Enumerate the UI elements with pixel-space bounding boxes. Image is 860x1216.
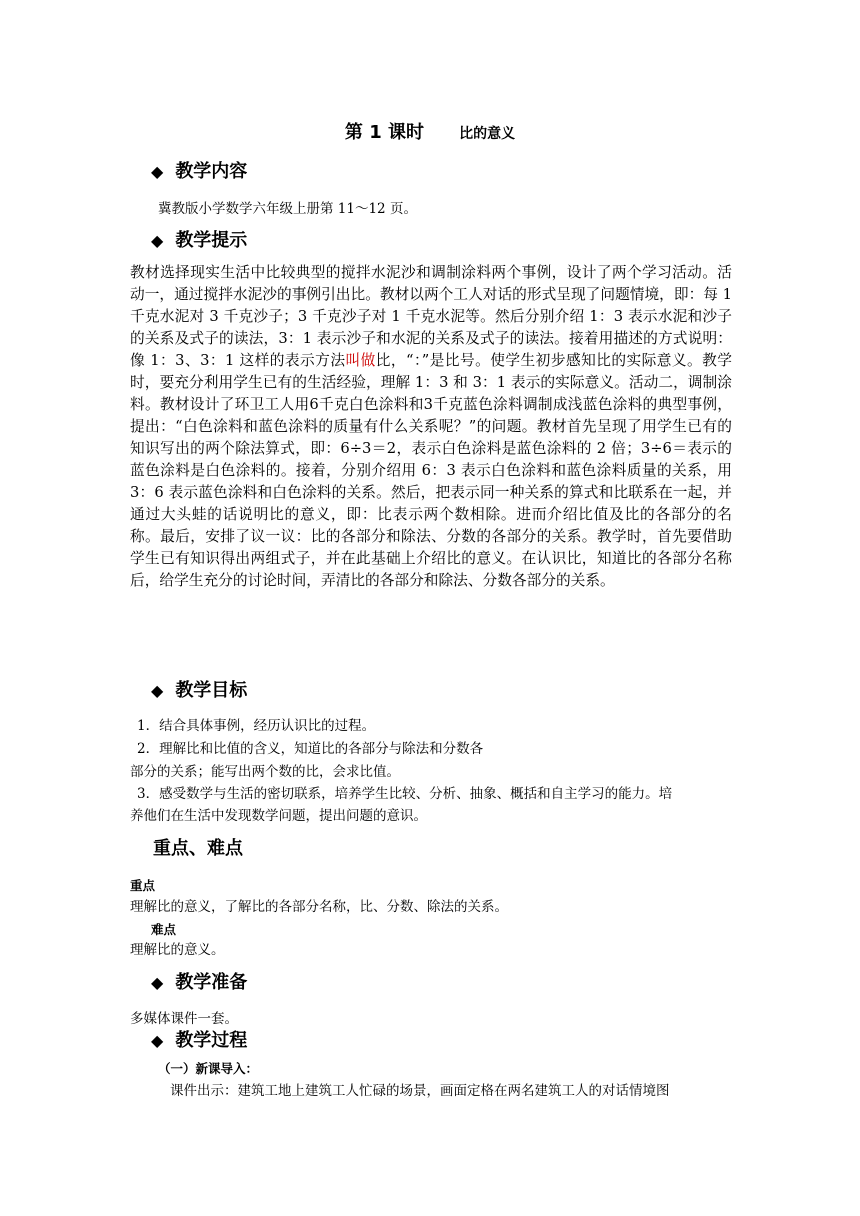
hint-text-after: 比，“：”是比号。使学生初步感知比的实际意义。教学时，要充分利用学生已有的生活经验，理解 1：3 和 3：1 表示的实际意义。活动二，调制涂料。教材设计了环卫工人用6千克白色涂料和3千克蓝色涂料调制成浅蓝色涂料的典型事例，提出：“白色涂料和蓝色涂料的质量有什么关系呢？”的问题。教材首先呈现了用学生已有的知识写出的两个除法算式，即：6÷3＝2，表示白色涂料是蓝色涂料的 2 倍；3÷6＝表示的蓝色涂料是白色涂料的。接着，分别介绍用 6：3 表示白色涂料和蓝色涂料质量的关系，用 3：6 表示蓝色涂料和白色涂料的关系。然后，把表示同一种关系的算式和比联系在一起，并通过大头蛙的话说明比的意义，即：比表示两个数相除。进而介绍比值及比的各部分的名称。最后，安排了议一议：比的各部分和除法、分数的各部分的关系。教学时，首先要借助学生已有知识得出两组式子，并在此基础上介绍比的意义。在认识比，知道比的各部分名称后，给学生充分的讨论时间，弄清比的各部分和除法、分数各部分的关系。 — [130, 352, 732, 589]
diamond-bullet-icon: ◆ — [151, 1031, 164, 1050]
lesson-topic: 比的意义 — [459, 126, 516, 142]
goal-line-3: 部分的关系；能写出两个数的比，会求比值。 — [130, 764, 400, 780]
lesson-title — [0, 118, 860, 144]
section-heading-content — [151, 159, 247, 185]
hint-paragraph — [130, 262, 732, 592]
diamond-bullet-icon: ◆ — [151, 231, 164, 250]
key-point-text: 理解比的意义，了解比的各部分名称，比、分数、除法的关系。 — [130, 899, 508, 915]
difficulty-text: 理解比的意义。 — [130, 942, 225, 958]
section-heading-goals — [151, 678, 247, 704]
content-text: 冀教版小学数学六年级上册第 11～12 页。 — [158, 201, 417, 217]
hint-text-highlight: 叫做 — [345, 352, 376, 369]
process-subheading: （一）新课导入： — [158, 1061, 259, 1076]
heading-text: 教学过程 — [175, 1030, 248, 1051]
goal-line-2: 2．理解比和比值的含义，知道比的各部分与除法和分数各 — [137, 741, 484, 757]
diamond-bullet-icon: ◆ — [151, 681, 164, 700]
goal-line-4: 3．感受数学与生活的密切联系，培养学生比较、分析、抽象、概括和自主学习的能力。培 — [137, 786, 673, 802]
heading-text: 教学目标 — [175, 680, 248, 701]
prep-text: 多媒体课件一套。 — [130, 1011, 238, 1027]
diamond-bullet-icon: ◆ — [151, 162, 164, 181]
lesson-number: 第 1 课时 — [344, 122, 424, 143]
heading-text: 教学提示 — [175, 230, 248, 251]
goal-line-1: 1．结合具体事例，经历认识比的过程。 — [137, 718, 376, 734]
section-heading-process — [151, 1028, 247, 1054]
key-point-label: 重点 — [130, 878, 156, 893]
process-text: 课件出示：建筑工地上建筑工人忙碌的场景，画面定格在两名建筑工人的对话情境图 — [170, 1083, 670, 1099]
hint-text-before: 教材选择现实生活中比较典型的搅拌水泥沙和调制涂料两个事例，设计了两个学习活动。活动一，通过搅拌水泥沙的事例引出比。教材以两个工人对话的形式呈现了问题情境，即：每 1 千克水泥对 3 千克沙子；3 千克沙子对 1 千克水泥等。然后分别介绍 1：3 表示水泥和沙子的关系及式子的读法，3：1 表示沙子和水泥的关系及式子的读法。接着用描述的方式说明：像 1：3、3：1 这样的表示方法 — [130, 264, 732, 369]
goal-line-5: 养他们在生活中发现数学问题，提出问题的意识。 — [130, 808, 427, 824]
heading-text: 教学内容 — [175, 161, 248, 182]
heading-text: 教学准备 — [175, 972, 248, 993]
section-heading-key: 重点、难点 — [153, 838, 243, 859]
difficulty-label: 难点 — [151, 922, 177, 937]
diamond-bullet-icon: ◆ — [151, 973, 164, 992]
section-heading-hint — [151, 228, 247, 254]
section-heading-prep — [151, 970, 247, 996]
